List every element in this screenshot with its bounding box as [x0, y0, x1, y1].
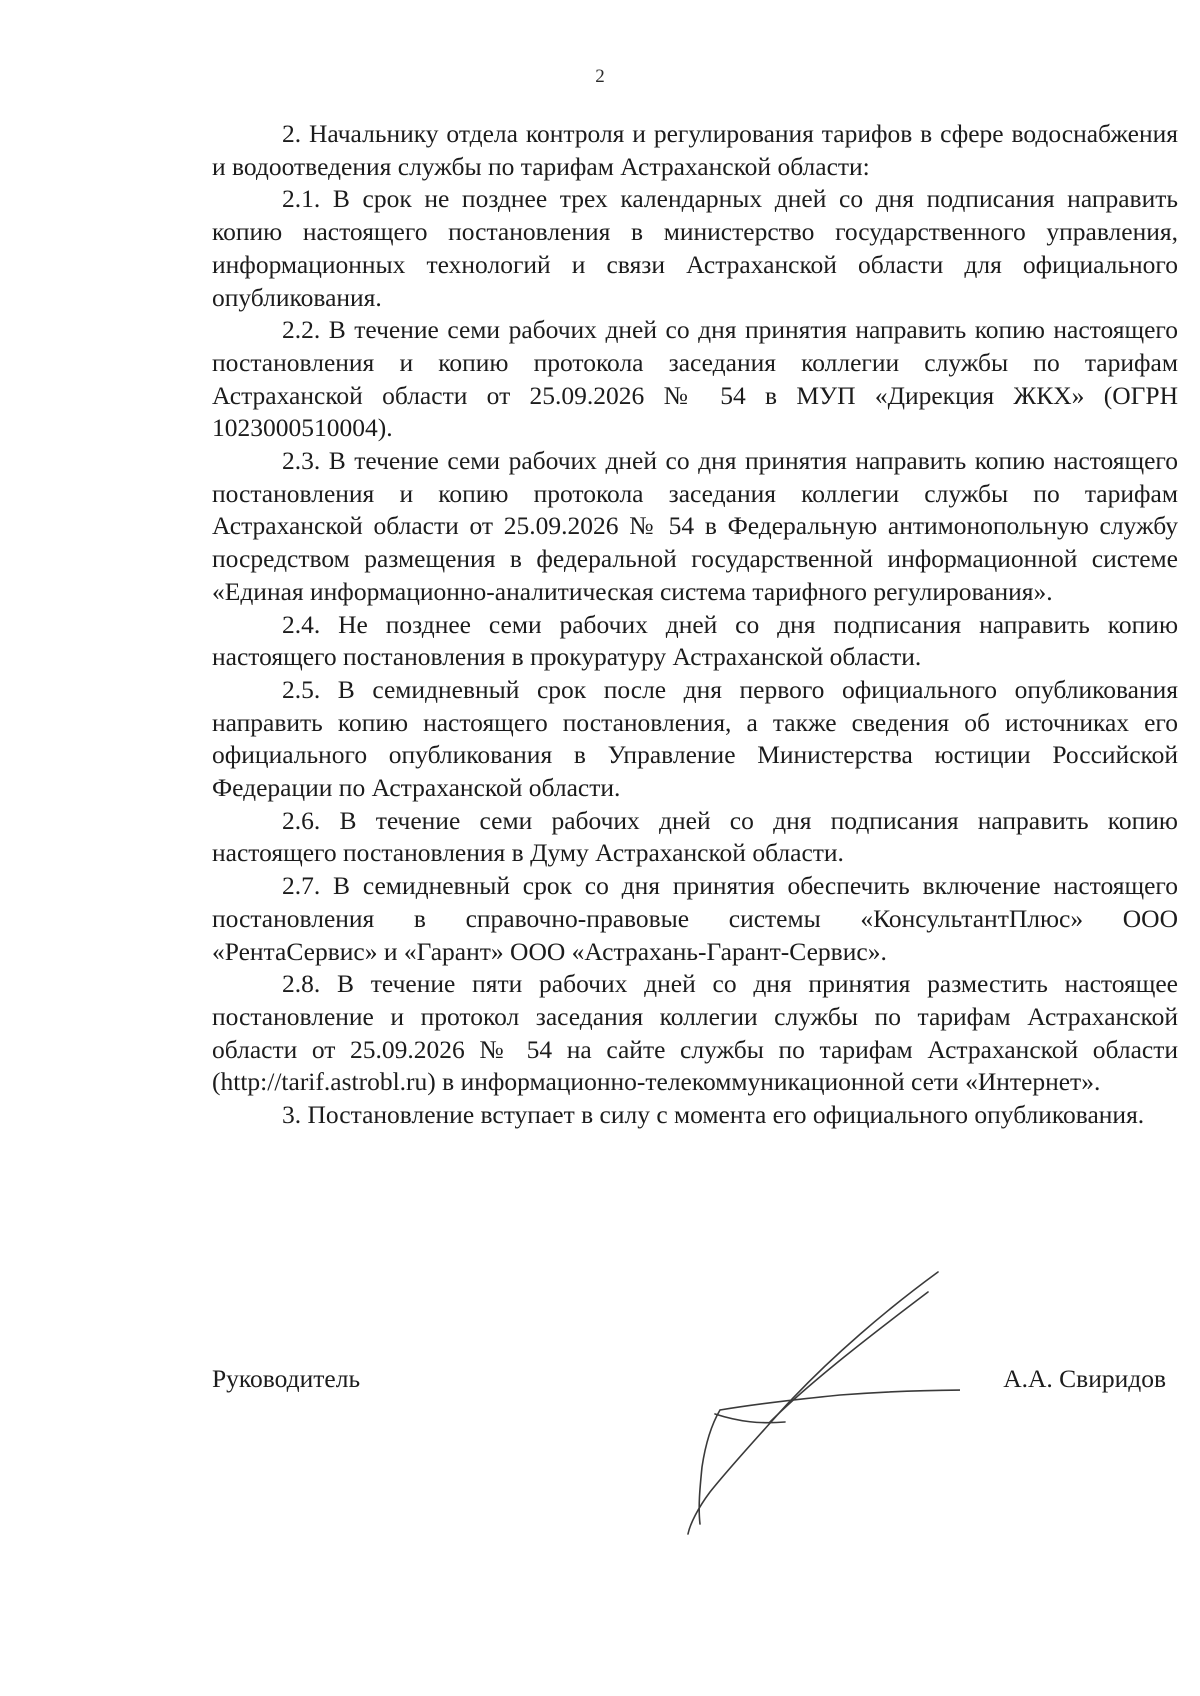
handwritten-signature [660, 1262, 960, 1542]
paragraph-2-7: 2.7. В семидневный срок со дня принятия обеспечить включение настоящего постановления в справочно-правовые системы «КонсультантПлюс» ООО «РентаСервис» и «Гарант» ООО «Астрахань-Гарант-Сервис». [212, 871, 1178, 966]
paragraph-2-4: 2.4. Не позднее семи рабочих дней со дня подписания направить копию настоящего постановления в прокуратуру Астраханской области. [212, 609, 1178, 672]
signature-stroke-upper [770, 1292, 928, 1422]
paragraph-2: 2. Начальнику отдела контроля и регулирования тарифов в сфере водоснабжения и водоотведения службы по тарифам Астраханской области: [212, 119, 1178, 181]
paragraph-2-6: 2.6. В течение семи рабочих дней со дня подписания направить копию настоящего постановления в Думу Астраханской области. [212, 805, 1178, 868]
signatory-title: Руководитель [212, 1364, 361, 1393]
paragraph-2-3: 2.3. В течение семи рабочих дней со дня принятия направить копию настоящего постановления и копию протокола заседания коллегии службы по тарифам Астраханской области от 25.09.2026 № 54 в Федеральную антимонопольную службу посредством размещения в федеральной государственной информационной системе «Единая информационно-аналитическая система тарифного регулирования». [212, 446, 1178, 606]
signature-stroke-main [688, 1272, 938, 1534]
document-body [212, 118, 1178, 1132]
paragraph-2-2: 2.2. В течение семи рабочих дней со дня принятия направить копию настоящего постановления и копию протокола заседания коллегии службы по тарифам Астраханской области от 25.09.2026 № 54 в МУП «Дирекция ЖКХ» (ОГРН 1023000510004). [212, 315, 1178, 443]
paragraph-2-5: 2.5. В семидневный срок после дня первого официального опубликования направить копию настоящего постановления, а также сведения об источниках его официального опубликования в Управление Министерства юстиции Российской Федерации по Астраханской области. [212, 674, 1178, 803]
signature-stroke-loop [699, 1390, 960, 1524]
paragraph-2-1: 2.1. В срок не позднее трех календарных дней со дня подписания направить копию настоящего постановления в министерство государственного управления, информационных технологий и связи Астраханской области для официального опубликования. [212, 184, 1178, 312]
paragraph-2-8: 2.8. В течение пяти рабочих дней со дня принятия разместить настоящее постановление и протокол заседания коллегии службы по тарифам Астраханской области от 25.09.2026 № 54 на сайте службы по тарифам Астраханской области (http://tarif.astrobl.ru) в информационно-телекоммуникационной сети «Интернет». [212, 969, 1178, 1097]
signatory-name: А.А. Свиридов [1003, 1364, 1166, 1393]
page-number: 2 [595, 66, 605, 87]
paragraph-3: 3. Постановление вступает в силу с момента его официального опубликования. [282, 1100, 1145, 1130]
